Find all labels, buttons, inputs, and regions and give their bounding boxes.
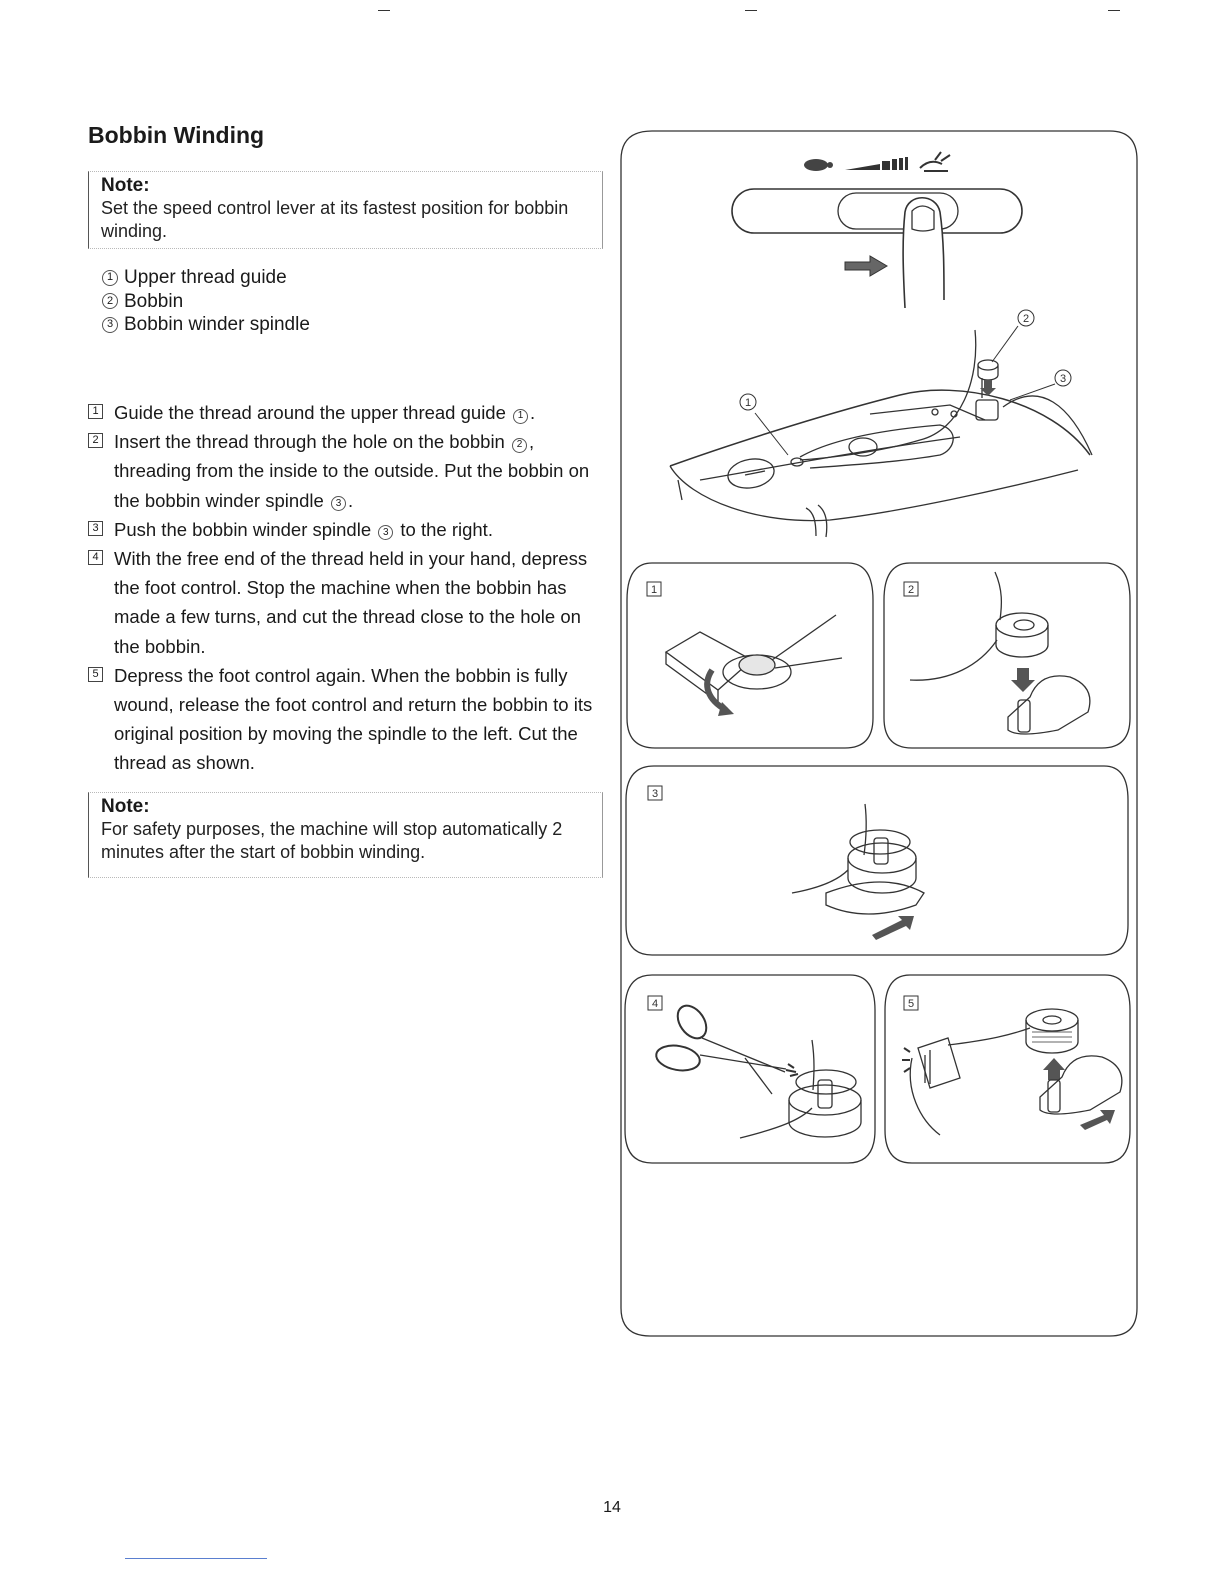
svg-text:2: 2 xyxy=(907,584,915,596)
callout-3 xyxy=(1055,370,1071,386)
step-number: 3 xyxy=(88,521,103,536)
step-text: Depress the foot control again. When the bobbin is fully wound, release the foot control and return the bobbin to its original position by moving the spindle to the left. Cut the thread as shown. xyxy=(114,664,593,774)
circled-number: 1 xyxy=(102,270,118,286)
note-heading: Note: xyxy=(101,175,150,196)
speed-slider xyxy=(732,152,1022,308)
rabbit-icon xyxy=(920,152,950,171)
speed-bars-icon xyxy=(845,157,908,170)
callout-2 xyxy=(1018,310,1034,326)
circled-number: 1 xyxy=(513,409,528,424)
page-number: 14 xyxy=(603,1499,621,1516)
step-number: 1 xyxy=(88,404,103,419)
panel-step-3 xyxy=(626,766,1128,955)
part-label: Bobbin winder spindle xyxy=(124,314,310,335)
step-number: 2 xyxy=(88,433,103,448)
circled-number: 3 xyxy=(102,317,118,333)
svg-text:3: 3 xyxy=(651,788,659,800)
step-number: 4 xyxy=(88,550,103,565)
scissors-icon xyxy=(651,998,786,1094)
note-text: For safety purposes, the machine will stop automatically 2 minutes after the start of bobbin winding. xyxy=(101,819,563,862)
callout-1 xyxy=(740,394,756,410)
circled-number: 3 xyxy=(331,496,346,511)
note-heading: Note: xyxy=(101,796,150,817)
circled-number: 3 xyxy=(378,525,393,540)
svg-text:4: 4 xyxy=(651,998,659,1010)
svg-text:1: 1 xyxy=(650,584,658,596)
section-title: Bobbin Winding xyxy=(88,122,265,148)
machine-top-view xyxy=(670,330,1092,537)
panel-step-1 xyxy=(627,563,873,748)
svg-text:3: 3 xyxy=(1059,373,1067,385)
svg-text:2: 2 xyxy=(1022,313,1030,325)
step-text: Guide the thread around the upper thread guide 1 . xyxy=(114,402,536,423)
panel-step-4 xyxy=(625,975,875,1163)
circled-number: 2 xyxy=(512,438,527,453)
note-text: Set the speed control lever at its fastest position for bobbin winding. xyxy=(101,198,569,241)
part-label: Upper thread guide xyxy=(124,267,287,288)
svg-text:5: 5 xyxy=(907,998,915,1010)
svg-text:1: 1 xyxy=(744,397,752,409)
step-text: Insert the thread through the hole on the bobbin 2 , threading from the inside to the outside. Put the bobbin on the bobbin winder spindle 3 . xyxy=(114,431,590,511)
footer-rule xyxy=(125,1558,267,1559)
circled-number: 2 xyxy=(102,293,118,309)
arrow-right-icon xyxy=(845,256,887,276)
figure-frame xyxy=(621,131,1137,1336)
part-label: Bobbin xyxy=(124,290,184,312)
finger-shape xyxy=(903,198,944,308)
step-text: With the free end of the thread held in your hand, depress the foot control. Stop the machine when the bobbin has made a few turns, and cut the thread close to the hole on the bobbin. xyxy=(114,548,588,657)
slider-track xyxy=(732,189,1022,233)
step-text: Push the bobbin winder spindle 3 to the right. xyxy=(114,518,493,540)
panel-step-5 xyxy=(885,975,1130,1163)
panel-step-2 xyxy=(884,563,1130,748)
step-number: 5 xyxy=(88,667,103,682)
turtle-icon xyxy=(804,159,833,171)
